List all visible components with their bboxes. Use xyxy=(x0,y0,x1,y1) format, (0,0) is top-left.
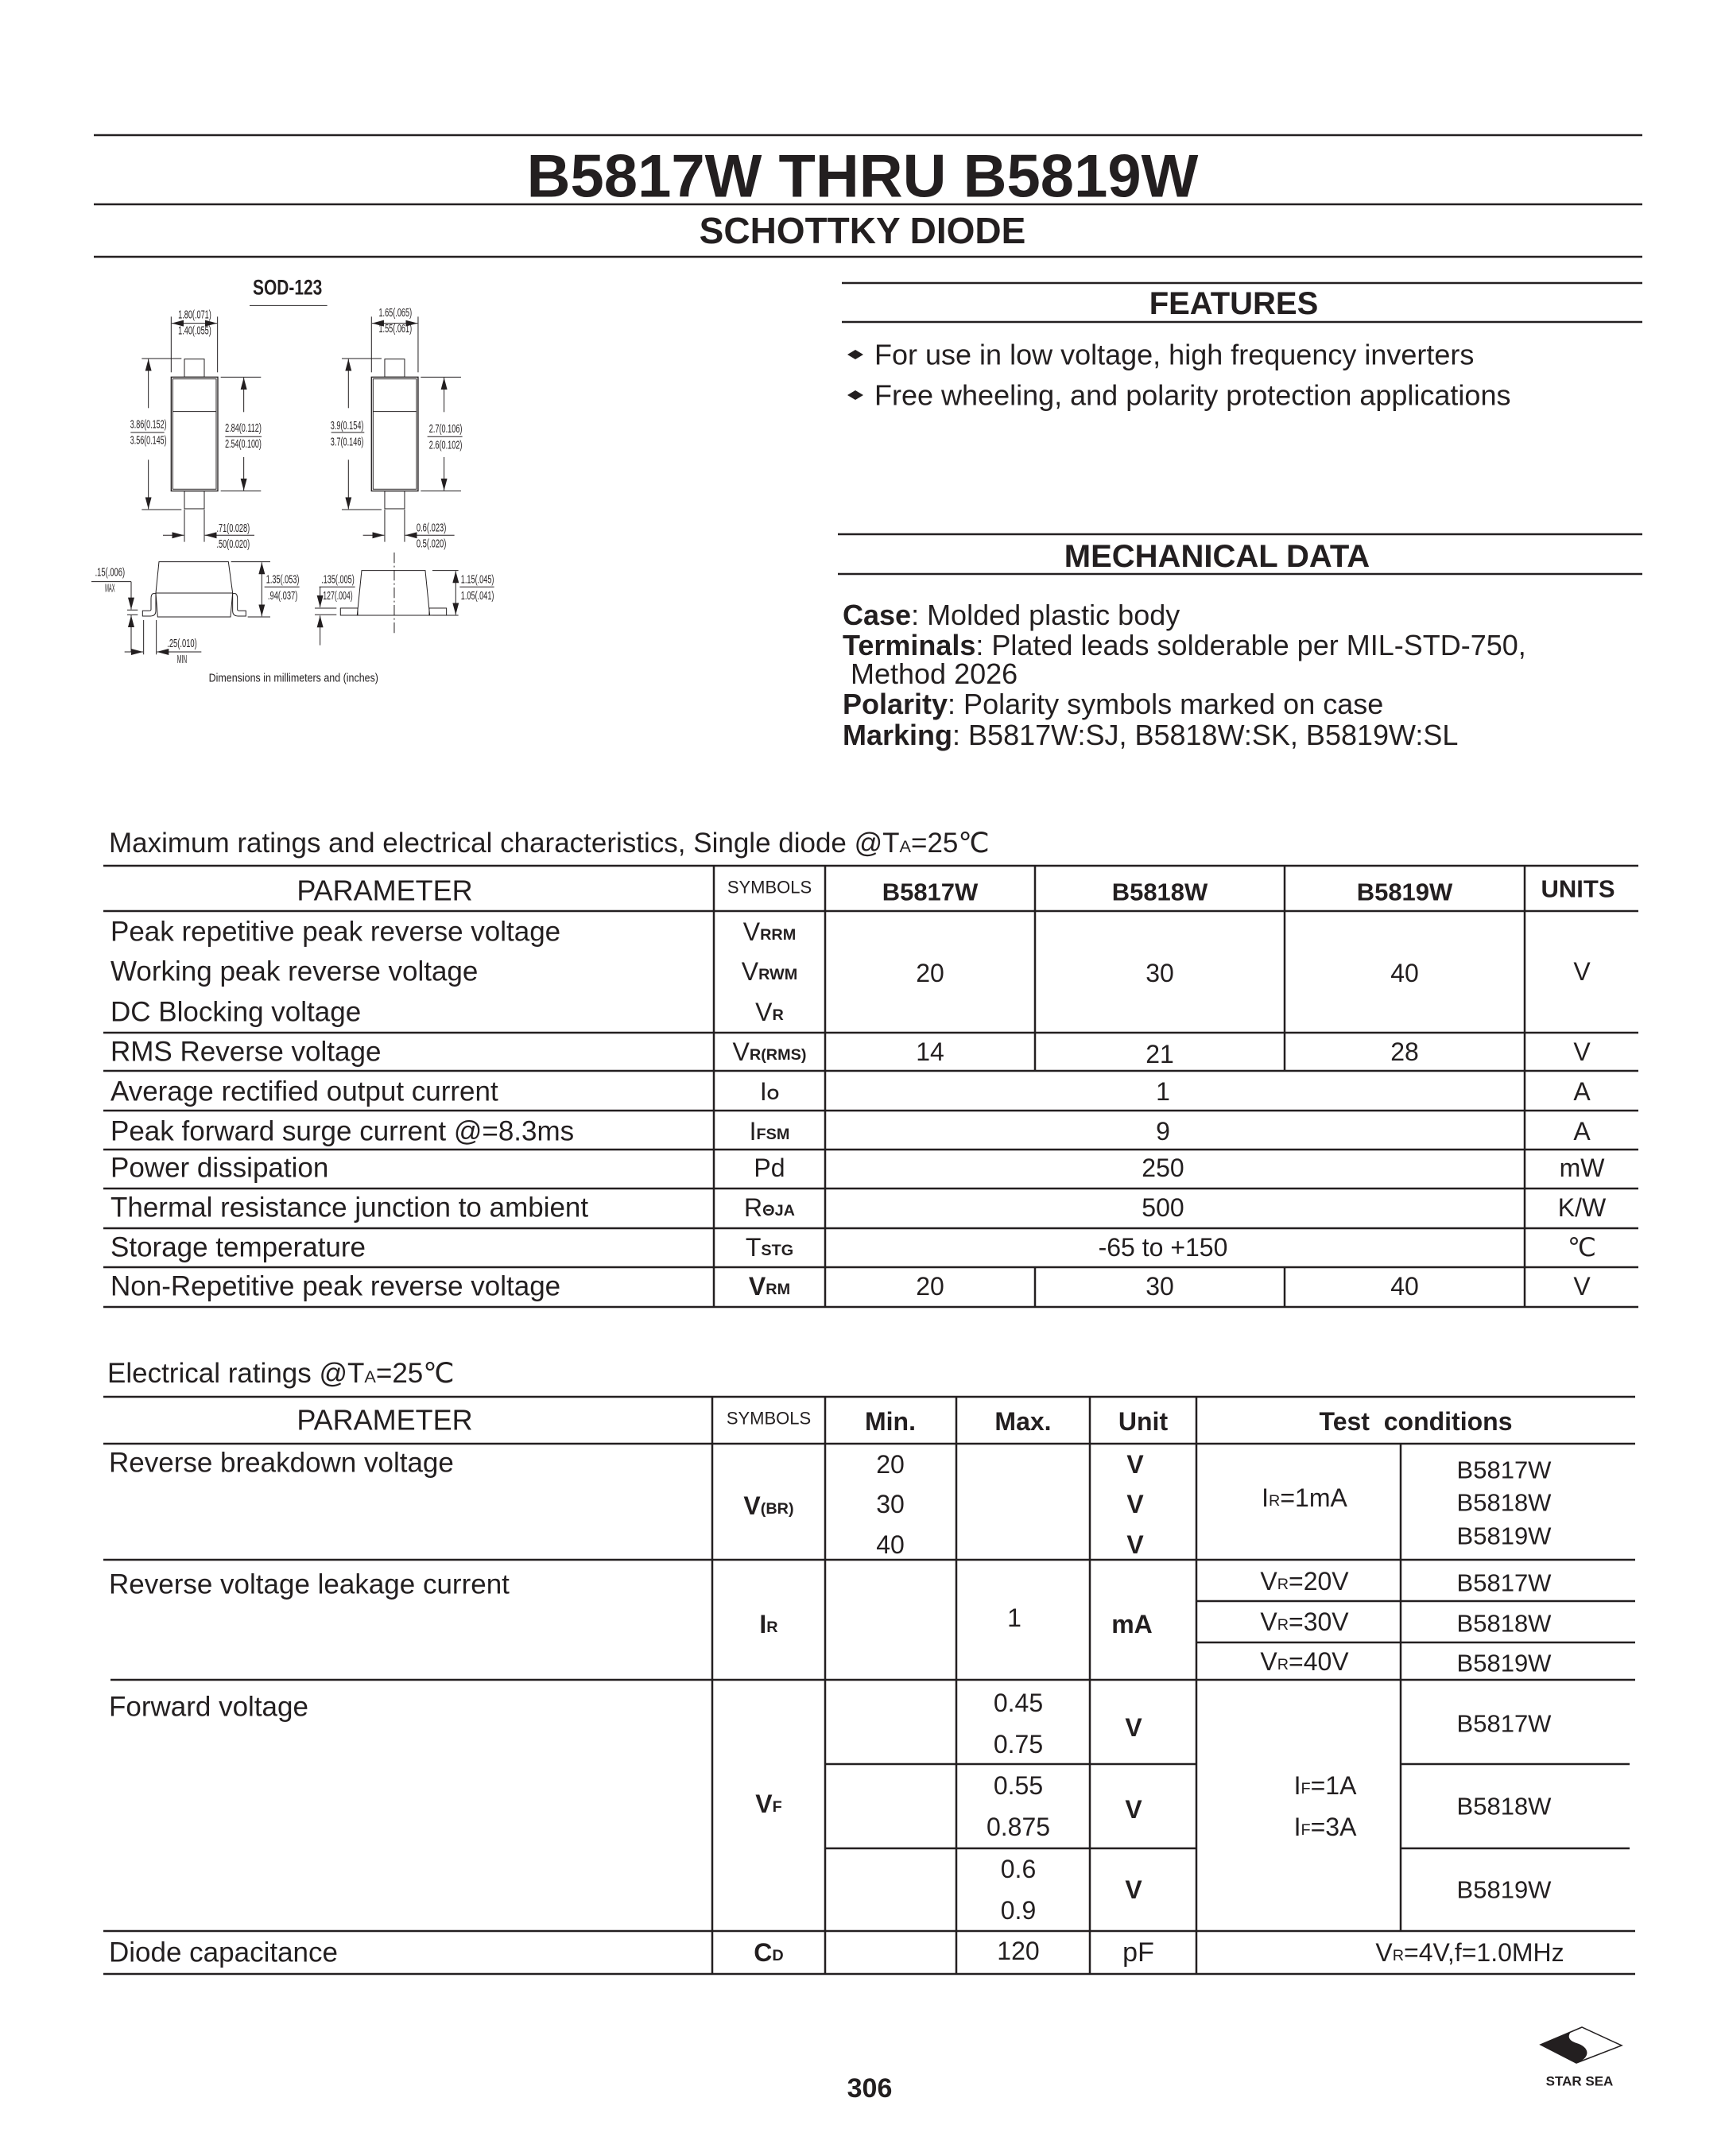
symbol-subscript: R xyxy=(1277,1655,1289,1673)
symbol-subscript: D xyxy=(772,1946,784,1964)
feature-item: For use in low voltage, high frequency inverters xyxy=(874,338,1475,371)
feature-item: Free wheeling, and polarity protection applications xyxy=(874,378,1511,412)
symbol-main: V xyxy=(1260,1647,1277,1676)
test-condition xyxy=(1294,1771,1358,1800)
header-symbols: SYMBOLS xyxy=(726,1408,812,1429)
max-cell: 0.875 xyxy=(986,1813,1051,1841)
parameter-name: Storage temperature xyxy=(110,1231,366,1263)
dimension-label: 1.05(.041) xyxy=(460,589,494,603)
symbol-rest: =1A xyxy=(1310,1771,1357,1800)
parameter-name: Power dissipation xyxy=(110,1152,329,1184)
device-name: B5818W xyxy=(1456,1488,1552,1517)
mechanical-value: : Plated leads solderable per MIL-STD-750, xyxy=(975,628,1526,661)
dimension-label: .71(0.028) xyxy=(216,522,250,535)
symbol-subscript: R xyxy=(1277,1575,1289,1593)
symbol-main: V xyxy=(748,1272,766,1301)
parameter-name: Working peak reverse voltage xyxy=(110,956,479,987)
page-title: B5817W THRU B5819W xyxy=(526,142,1199,211)
dimension-label: 1.40(.055) xyxy=(178,324,211,338)
max-cell: 0.9 xyxy=(1000,1896,1037,1925)
mechanical-value: : Molded plastic body xyxy=(911,598,1180,631)
symbol-main: C xyxy=(754,1938,773,1967)
device-name: B5818W xyxy=(1456,1609,1552,1638)
symbol-subscript: (BR) xyxy=(760,1499,794,1518)
test-condition xyxy=(1260,1567,1349,1596)
dimension-label: 2.54(0.100) xyxy=(225,437,262,451)
dimension-label: 0.5(.020) xyxy=(416,537,447,551)
value-cell: 40 xyxy=(1390,959,1419,987)
unit-cell: V xyxy=(1573,1272,1591,1301)
test-condition xyxy=(1260,1647,1349,1676)
value-cell: 30 xyxy=(1145,959,1174,987)
dimension-label: 2.84(0.112) xyxy=(225,421,262,435)
symbol-subscript: FSM xyxy=(756,1125,790,1143)
unit-cell: ℃ xyxy=(1568,1233,1596,1262)
mechanical-item xyxy=(843,629,1526,661)
header-unit: Unit xyxy=(1118,1407,1169,1436)
unit-cell: V xyxy=(1125,1713,1142,1742)
device-name: B5819W xyxy=(1456,1522,1552,1550)
symbol-subscript: R xyxy=(1277,1615,1289,1634)
unit-cell: mA xyxy=(1111,1610,1153,1638)
title-text: Maximum ratings and electrical characteristics, Single diode @T xyxy=(109,827,900,859)
value-cell: -65 to +150 xyxy=(1098,1233,1228,1262)
mechanical-label: Case xyxy=(843,598,912,631)
bullet-diamond-icon xyxy=(847,390,863,400)
header-b5818w: B5818W xyxy=(1111,878,1208,906)
parameter-name: Diode capacitance xyxy=(109,1937,338,1968)
test-condition xyxy=(1260,1607,1349,1636)
device-name: B5817W xyxy=(1456,1709,1552,1738)
value-cell: 250 xyxy=(1142,1154,1184,1182)
symbol-subscript: F xyxy=(1301,1821,1311,1839)
symbol-subscript: F xyxy=(1301,1779,1311,1797)
test-condition xyxy=(1262,1483,1347,1512)
unit-cell: V xyxy=(1125,1795,1142,1824)
symbol-rest: =3A xyxy=(1310,1813,1357,1841)
dimension-label: .94(.037) xyxy=(267,589,298,603)
symbol xyxy=(742,957,798,986)
value-cell: 20 xyxy=(916,1272,944,1301)
symbol-main: I xyxy=(759,1077,767,1106)
parameter-name: Forward voltage xyxy=(109,1691,308,1723)
symbol-subscript: R xyxy=(1269,1491,1281,1510)
symbol-main: I xyxy=(749,1117,757,1146)
symbol-subscript: STG xyxy=(761,1241,794,1259)
device-name: B5817W xyxy=(1456,1456,1552,1484)
header-symbols: SYMBOLS xyxy=(727,877,812,898)
symbol xyxy=(754,1154,785,1182)
mechanical-label: Marking xyxy=(843,718,953,751)
symbol-main: V xyxy=(732,1037,750,1066)
symbol-subscript: RRM xyxy=(760,925,797,944)
symbol-subscript: F xyxy=(772,1797,782,1816)
symbol-rest: =25℃ xyxy=(911,827,990,859)
symbol-main: V xyxy=(742,917,761,946)
page-number: 306 xyxy=(847,2073,893,2104)
parameter-name: Peak repetitive peak reverse voltage xyxy=(110,916,561,948)
symbol xyxy=(755,1790,781,1818)
symbol xyxy=(755,998,784,1026)
symbol-main: V xyxy=(1260,1567,1277,1596)
dimension-label: 1.35(.053) xyxy=(266,573,300,587)
dimension-label: MIN xyxy=(176,653,188,666)
parameter-name: Reverse voltage leakage current xyxy=(109,1569,510,1600)
symbol-main: I xyxy=(759,1610,767,1638)
symbol xyxy=(749,1272,790,1301)
symbol-main: R xyxy=(744,1193,763,1222)
symbol-main: V xyxy=(741,957,759,986)
unit-cell: A xyxy=(1573,1077,1591,1106)
unit-cell: V xyxy=(1126,1450,1144,1479)
max-cell: 0.55 xyxy=(993,1771,1044,1800)
symbol xyxy=(733,1037,807,1066)
bullet-diamond-icon xyxy=(847,350,863,359)
dimension-note: Dimensions in millimeters and (inches) xyxy=(208,672,378,685)
parameter-name: Average rectified output current xyxy=(110,1076,498,1107)
unit-cell: A xyxy=(1573,1117,1591,1146)
symbol-subscript: ΘJA xyxy=(762,1201,795,1220)
device-name: B5817W xyxy=(1456,1569,1552,1597)
parameter-name: RMS Reverse voltage xyxy=(110,1036,382,1068)
symbol xyxy=(743,917,797,946)
parameter-name: DC Blocking voltage xyxy=(110,996,362,1028)
dimension-label: .15(.006) xyxy=(95,566,126,580)
dimension-label: 1.80(.071) xyxy=(178,308,211,322)
electrical-ratings-title xyxy=(107,1358,455,1389)
dimension-label: 2.7(0.106) xyxy=(428,422,463,436)
symbol-subscript: RWM xyxy=(758,965,798,983)
value-cell: 28 xyxy=(1390,1037,1419,1066)
mechanical-label: Polarity xyxy=(843,687,948,720)
parameter-name: Peak forward surge current @=8.3ms xyxy=(110,1115,575,1147)
symbol-subscript: RM xyxy=(766,1280,791,1298)
symbol-main: V xyxy=(755,1790,773,1818)
unit-cell: V xyxy=(1126,1530,1144,1559)
min-cell: 30 xyxy=(876,1490,905,1518)
symbol-rest: =1mA xyxy=(1280,1483,1347,1512)
value-cell: 30 xyxy=(1145,1272,1174,1301)
value-cell: 9 xyxy=(1156,1117,1170,1146)
star-sea-logo xyxy=(1541,2027,1622,2063)
unit-cell: pF xyxy=(1122,1937,1154,1968)
test-condition xyxy=(1375,1938,1564,1967)
value-cell: 20 xyxy=(916,959,944,987)
unit-cell: V xyxy=(1573,957,1591,986)
header-min: Min. xyxy=(865,1407,916,1436)
max-cell: 0.6 xyxy=(1000,1855,1037,1883)
dimension-label: .50(0.020) xyxy=(216,537,250,551)
symbol-subscript: R xyxy=(766,1618,778,1636)
device-name: B5819W xyxy=(1456,1875,1552,1904)
page-subtitle: SCHOTTKY DIODE xyxy=(699,210,1026,251)
mechanical-item xyxy=(843,688,1383,720)
symbol xyxy=(759,1610,777,1638)
test-condition xyxy=(1294,1813,1358,1841)
dimension-label: .25(.010) xyxy=(167,637,197,650)
symbol xyxy=(754,1938,783,1967)
mechanical-label: Terminals xyxy=(843,628,976,661)
parameter-name: Thermal resistance junction to ambient xyxy=(110,1192,589,1223)
parameter-name: Reverse breakdown voltage xyxy=(109,1447,454,1479)
mechanical-item xyxy=(843,719,1458,751)
unit-cell: V xyxy=(1125,1875,1142,1904)
features-heading: FEATURES xyxy=(1149,286,1319,321)
symbol-main: V xyxy=(755,998,773,1026)
symbol-main: I xyxy=(1262,1483,1270,1512)
min-cell: 40 xyxy=(876,1530,905,1559)
max-cell: 120 xyxy=(997,1937,1040,1965)
symbol xyxy=(760,1077,779,1106)
value-cell: 500 xyxy=(1142,1193,1184,1222)
symbol-main: V xyxy=(1375,1938,1393,1967)
parameter-name: Non-Repetitive peak reverse voltage xyxy=(110,1270,561,1302)
value-cell: 1 xyxy=(1156,1077,1170,1106)
dimension-label: 2.6(0.102) xyxy=(428,439,463,452)
mechanical-item xyxy=(843,599,1180,631)
max-cell: 0.45 xyxy=(993,1689,1044,1717)
symbol-main: V xyxy=(743,1491,761,1520)
unit-cell: V xyxy=(1573,1037,1591,1066)
dimension-label: 1.65(.065) xyxy=(378,306,413,320)
min-cell: 20 xyxy=(876,1450,905,1479)
symbol xyxy=(750,1117,790,1146)
side-view-left xyxy=(142,562,246,617)
header-parameter: PARAMETER xyxy=(297,874,473,907)
max-cell: 1 xyxy=(1007,1603,1021,1632)
dimension-label: 3.9(0.154) xyxy=(330,419,364,432)
mechanical-value: Method 2026 xyxy=(843,657,1018,690)
value-cell: 14 xyxy=(916,1037,944,1066)
dimension-label: MAX xyxy=(105,582,115,595)
dimension-label: 3.86(0.152) xyxy=(130,418,167,432)
mechanical-value: : B5817W:SJ, B5818W:SK, B5819W:SL xyxy=(952,718,1459,751)
brand-name: STAR SEA xyxy=(1545,2073,1614,2089)
header-max: Max. xyxy=(994,1407,1052,1436)
symbol xyxy=(743,1491,793,1520)
symbol-rest: =25℃ xyxy=(375,1357,455,1389)
unit-cell: V xyxy=(1126,1490,1144,1518)
symbol-main: Pd xyxy=(754,1154,785,1182)
sod123-package-drawing xyxy=(91,276,494,685)
top-view-right xyxy=(371,359,418,509)
max-cell: 0.75 xyxy=(993,1730,1044,1759)
dimension-label: 0.6(.023) xyxy=(416,522,447,535)
symbol-subscript: O xyxy=(766,1085,780,1103)
max-ratings-title xyxy=(109,828,990,859)
symbol-rest: =4V,f=1.0MHz xyxy=(1404,1938,1564,1967)
symbol-subscript: R(RMS) xyxy=(749,1045,807,1064)
unit-cell: mW xyxy=(1559,1154,1605,1182)
symbol-rest: =20V xyxy=(1289,1567,1349,1596)
header-b5817w: B5817W xyxy=(882,878,979,906)
unit-cell: K/W xyxy=(1557,1193,1607,1222)
symbol-rest: =30V xyxy=(1289,1607,1349,1636)
top-view-left xyxy=(171,359,218,509)
header-test-conditions: Test conditions xyxy=(1319,1407,1513,1436)
mechanical-item xyxy=(843,657,1018,690)
header-parameter: PARAMETER xyxy=(297,1403,473,1437)
dimension-label: 1.55(.061) xyxy=(378,322,413,335)
value-cell: 21 xyxy=(1145,1040,1174,1068)
dimension-label: 1.15(.045) xyxy=(460,573,494,587)
dimension-label: .135(.005) xyxy=(321,573,355,587)
mechanical-value: : Polarity symbols marked on case xyxy=(948,687,1384,720)
symbol xyxy=(746,1233,793,1262)
symbol-main: I xyxy=(1293,1813,1301,1841)
header-b5819w: B5819W xyxy=(1356,878,1453,906)
symbol-subscript: R xyxy=(772,1006,784,1024)
device-name: B5818W xyxy=(1456,1792,1552,1821)
symbol-main: T xyxy=(745,1233,762,1262)
dimension-label: 3.7(0.146) xyxy=(330,436,364,449)
dimension-label: 3.56(0.145) xyxy=(130,434,167,448)
symbol xyxy=(744,1193,795,1222)
symbol-main: V xyxy=(1260,1607,1277,1636)
side-view-right xyxy=(340,553,446,634)
package-name: SOD-123 xyxy=(252,275,323,300)
value-cell: 40 xyxy=(1390,1272,1419,1301)
mechanical-heading: MECHANICAL DATA xyxy=(1064,539,1370,574)
header-units: UNITS xyxy=(1541,874,1615,903)
device-name: B5819W xyxy=(1456,1649,1552,1677)
symbol-subscript: A xyxy=(899,836,911,856)
symbol-subscript: R xyxy=(1392,1946,1405,1964)
dimension-label: 127(.004) xyxy=(323,589,353,603)
symbol-rest: =40V xyxy=(1289,1647,1349,1676)
title-text: Electrical ratings @T xyxy=(107,1357,365,1389)
symbol-main: I xyxy=(1293,1771,1301,1800)
symbol-subscript: A xyxy=(364,1366,376,1386)
